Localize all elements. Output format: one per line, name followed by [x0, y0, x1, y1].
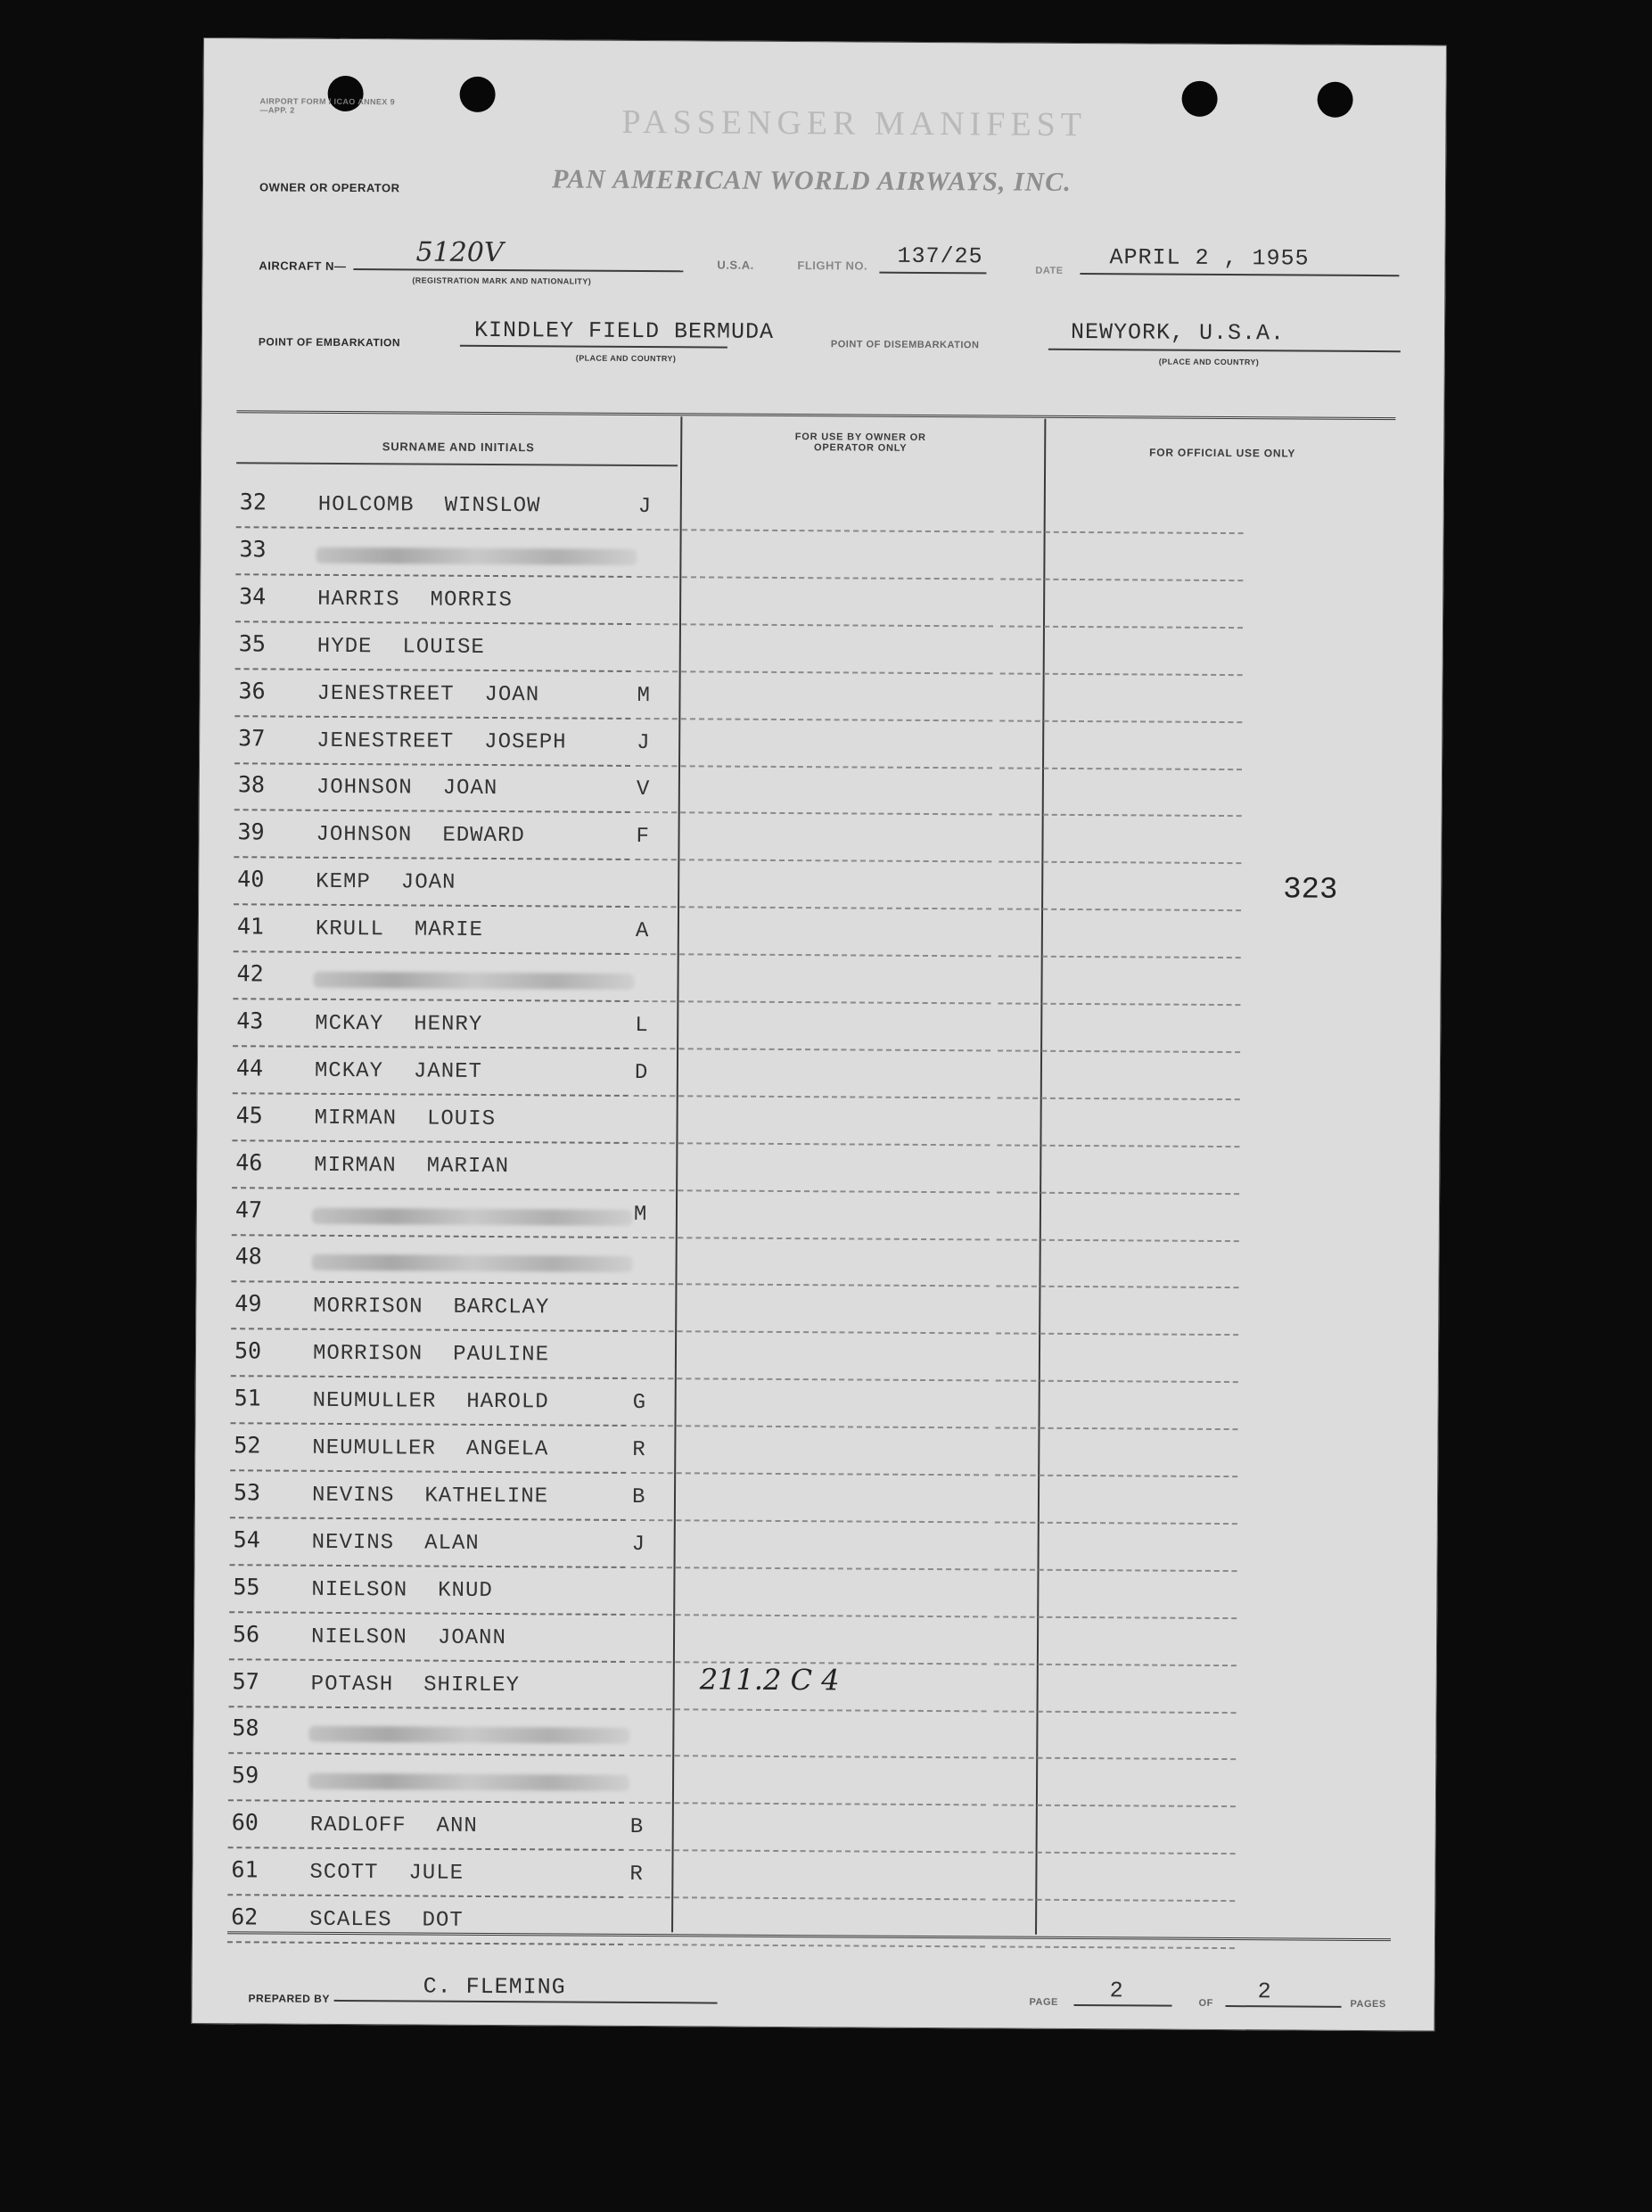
punch-hole [1317, 82, 1352, 118]
passenger-surname: POTASH [310, 1672, 394, 1697]
table-row [233, 1000, 1338, 1055]
passenger-initial: R [629, 1863, 643, 1887]
row-number: 53 [233, 1479, 261, 1506]
passenger-initial: V [636, 777, 650, 802]
owner-label: OWNER OR OPERATOR [259, 180, 400, 195]
passenger-surname: MORRISON [312, 1341, 423, 1367]
passenger-given-name: BARCLAY [453, 1295, 550, 1320]
passenger-name [313, 1389, 549, 1415]
passenger-given-name: MARIE [414, 917, 484, 943]
row-number: 45 [235, 1101, 263, 1129]
row-number: 56 [232, 1620, 260, 1648]
table-row [230, 1425, 1336, 1479]
row-number: 35 [238, 629, 267, 657]
row-number: 36 [238, 677, 266, 704]
passenger-given-name: WINSLOW [444, 493, 541, 519]
date-label: DATE [1035, 265, 1064, 276]
passenger-given-name: ANN [436, 1813, 478, 1839]
table-row [229, 1661, 1335, 1715]
passenger-name [315, 1059, 482, 1084]
passenger-name [313, 1342, 549, 1368]
disembark-value: NEWYORK, U.S.A. [1070, 318, 1286, 347]
aircraft-value: 5120V [415, 236, 504, 269]
passenger-given-name: ALAN [424, 1531, 480, 1556]
row-number: 49 [234, 1290, 262, 1317]
table-row [232, 1189, 1337, 1244]
passenger-name [316, 823, 524, 848]
passenger-given-name: PAULINE [453, 1342, 550, 1368]
passenger-name [309, 1908, 464, 1933]
passenger-initial: D [634, 1060, 648, 1085]
passenger-surname: HYDE [316, 634, 373, 659]
of-line [1226, 2005, 1342, 2008]
table-row [234, 859, 1339, 913]
passenger-name [312, 1436, 548, 1462]
passenger-initial: B [631, 1484, 645, 1509]
row-number: 52 [234, 1432, 261, 1459]
owner-value: PAN AMERICAN WORLD AIRWAYS, INC. [551, 164, 1072, 197]
passenger-name [310, 1813, 478, 1838]
passenger-given-name: SHIRLEY [423, 1673, 521, 1698]
row-rule [629, 1944, 985, 1947]
passenger-initial: B [629, 1815, 644, 1840]
passenger-name [311, 1672, 520, 1697]
row-rule [992, 1945, 1235, 1949]
redacted-name [313, 972, 634, 990]
table-row [230, 1472, 1336, 1526]
row-number: 51 [234, 1385, 261, 1411]
handwritten-note: 211.2 C 4 [699, 1661, 840, 1697]
passenger-given-name: JOANN [437, 1625, 506, 1650]
passenger-given-name: LOUIS [426, 1106, 497, 1131]
passenger-surname: JOHNSON [316, 776, 413, 801]
table-row [229, 1614, 1335, 1668]
table-row [227, 1896, 1333, 1951]
passenger-given-name: ANGELA [465, 1436, 549, 1462]
passenger-surname: NEUMULLER [312, 1435, 437, 1461]
passenger-given-name: KNUD [438, 1578, 493, 1603]
passenger-name [313, 1295, 549, 1320]
embark-caption: (PLACE AND COUNTRY) [575, 353, 677, 364]
passenger-given-name: JULE [408, 1861, 464, 1886]
row-number: 42 [236, 960, 264, 987]
margin-note: 323 [1283, 873, 1338, 908]
prepared-label: PREPARED BY [248, 1992, 330, 2005]
table-row [231, 1237, 1336, 1291]
passenger-surname: HARRIS [317, 587, 400, 613]
embark-line [460, 345, 727, 349]
row-number: 34 [239, 583, 267, 610]
table-row [233, 953, 1338, 1007]
redacted-name [312, 1207, 633, 1225]
row-number: 46 [235, 1148, 263, 1176]
row-number: 50 [234, 1337, 262, 1364]
passenger-surname: HOLCOMB [317, 492, 415, 518]
passenger-surname: SCOTT [309, 1860, 379, 1886]
passenger-surname: MCKAY [315, 1011, 384, 1037]
passenger-surname: MORRISON [313, 1295, 423, 1320]
passenger-given-name: JOAN [442, 777, 498, 802]
passenger-initial: J [631, 1532, 645, 1557]
row-number: 54 [233, 1526, 260, 1553]
passenger-given-name: HAROLD [466, 1389, 549, 1415]
redacted-name [308, 1726, 629, 1744]
flight-label: FLIGHT NO. [797, 259, 868, 273]
row-number: 48 [234, 1243, 262, 1270]
passenger-given-name: MORRIS [430, 588, 514, 613]
passenger-surname: NEVINS [311, 1530, 395, 1556]
passenger-surname: JOHNSON [316, 823, 413, 848]
row-number: 59 [232, 1762, 259, 1789]
passenger-surname: NIELSON [310, 1624, 407, 1650]
row-number: 57 [232, 1667, 259, 1694]
column-header-names: SURNAME AND INITIALS [382, 440, 535, 455]
passenger-name [316, 728, 567, 754]
passenger-name [316, 776, 498, 801]
row-rule [227, 1941, 623, 1945]
passenger-name [316, 917, 483, 942]
row-number: 33 [239, 536, 267, 563]
passenger-name [315, 1106, 497, 1131]
passenger-surname: MIRMAN [314, 1153, 397, 1178]
passenger-surname: KEMP [316, 869, 371, 895]
table-row [231, 1330, 1336, 1385]
prepared-line [334, 2000, 718, 2004]
row-number: 61 [231, 1856, 259, 1883]
table-row [234, 670, 1340, 725]
passenger-given-name: DOT [422, 1908, 464, 1933]
redacted-name [316, 547, 637, 565]
table-row [227, 1849, 1333, 1904]
passenger-given-name: JOAN [484, 682, 540, 707]
flight-value: 137/25 [897, 243, 983, 270]
passenger-given-name: JANET [413, 1059, 483, 1084]
passenger-name [311, 1577, 493, 1602]
passenger-surname: JENESTREET [316, 681, 455, 707]
aircraft-label: AIRCRAFT N— [259, 259, 347, 273]
flight-line [879, 272, 986, 275]
row-number: 39 [237, 818, 265, 845]
passenger-name [318, 493, 541, 519]
passenger-initial: F [636, 825, 650, 850]
row-number: 41 [236, 913, 265, 940]
table-row [232, 1142, 1337, 1196]
passenger-name [315, 1012, 482, 1037]
row-number: 43 [236, 1007, 264, 1034]
form-title: PASSENGER MANIFEST [621, 103, 1088, 144]
column-header-owner-use: FOR USE BY OWNER OR OPERATOR ONLY [794, 432, 926, 454]
passenger-surname: RADLOFF [309, 1813, 407, 1838]
date-line [1080, 273, 1399, 276]
passenger-name [317, 588, 513, 613]
punch-hole [1181, 81, 1217, 117]
page-label: PAGE [1029, 1996, 1058, 2008]
passenger-initial: M [633, 1202, 647, 1227]
aircraft-line [353, 268, 683, 272]
page-line [1074, 2004, 1172, 2007]
of-value: 2 [1257, 1978, 1272, 2005]
passenger-name [311, 1624, 506, 1649]
passenger-given-name: JOAN [400, 870, 456, 895]
disembark-label: POINT OF DISEMBARKATION [830, 339, 980, 351]
row-number: 32 [239, 489, 267, 515]
passenger-given-name: LOUISE [402, 635, 485, 660]
table-row [231, 1284, 1336, 1338]
redacted-name [312, 1254, 633, 1272]
passenger-surname: KRULL [315, 917, 384, 942]
passenger-given-name: MARIAN [426, 1154, 510, 1179]
manifest-sheet [191, 37, 1447, 2031]
passenger-name [314, 1153, 509, 1178]
passenger-initial: J [637, 730, 650, 755]
passenger-surname: JENESTREET [316, 728, 455, 754]
usa-label: U.S.A. [717, 258, 754, 272]
passenger-surname: MIRMAN [314, 1106, 398, 1131]
of-label: OF [1198, 1997, 1213, 2009]
punch-hole [459, 77, 495, 112]
table-top-rule [236, 410, 1395, 420]
row-number: 37 [238, 724, 266, 751]
table-row [235, 623, 1341, 678]
table-row [233, 1048, 1338, 1102]
passenger-initial: G [632, 1391, 646, 1416]
embark-value: KINDLEY FIELD BERMUDA [473, 317, 775, 345]
redacted-name [308, 1773, 629, 1791]
pages-label: PAGES [1350, 1998, 1386, 2011]
passenger-surname: NEVINS [311, 1483, 395, 1509]
table-row [234, 765, 1340, 819]
passenger-initial: L [635, 1013, 648, 1038]
passenger-given-name: HENRY [414, 1012, 483, 1037]
passenger-given-name: EDWARD [442, 823, 525, 849]
passenger-surname: MCKAY [314, 1058, 384, 1084]
table-row [235, 529, 1341, 583]
passenger-initial: A [635, 919, 649, 944]
disembark-line [1048, 349, 1401, 352]
table-row [234, 906, 1339, 960]
date-value: APRIL 2 , 1955 [1109, 244, 1310, 272]
table-row [230, 1377, 1336, 1432]
table-row [232, 1095, 1337, 1149]
regulation-text: AIRPORT FORM / ICAO ANNEX 9—APP. 2 [259, 96, 396, 115]
table-row [234, 718, 1340, 772]
row-number: 62 [231, 1904, 259, 1930]
row-number: 60 [231, 1809, 259, 1836]
passenger-initial: R [632, 1437, 645, 1463]
passenger-name [312, 1484, 548, 1509]
table-row [230, 1519, 1336, 1574]
table-row [236, 481, 1342, 536]
row-number: 58 [232, 1715, 259, 1741]
passenger-name [312, 1531, 480, 1556]
passenger-initial: M [637, 683, 650, 708]
aircraft-caption: (REGISTRATION MARK AND NATIONALITY) [412, 275, 592, 286]
table-row [228, 1756, 1334, 1810]
passenger-name [309, 1861, 464, 1886]
table-row [235, 576, 1341, 630]
passenger-surname: NEUMULLER [312, 1388, 437, 1414]
passenger-given-name: KATHELINE [424, 1484, 549, 1509]
row-number: 55 [233, 1573, 260, 1600]
passenger-surname: NIELSON [311, 1577, 408, 1603]
passenger-name [317, 634, 485, 659]
table-row [229, 1566, 1335, 1621]
row-number: 47 [234, 1196, 263, 1222]
page-value: 2 [1109, 1978, 1124, 2004]
table-row [234, 812, 1339, 867]
passenger-name [316, 870, 456, 895]
passenger-given-name: JOSEPH [484, 729, 567, 755]
prepared-value: C. FLEMING [423, 1973, 566, 2001]
row-number: 38 [237, 771, 266, 798]
table-row [228, 1708, 1334, 1763]
passenger-surname: SCALES [309, 1907, 392, 1933]
embark-label: POINT OF EMBARKATION [258, 335, 401, 349]
row-number: 44 [235, 1055, 264, 1081]
header-rule [236, 462, 678, 466]
passenger-name [316, 681, 539, 707]
table-row [228, 1802, 1334, 1856]
row-number: 40 [237, 866, 265, 892]
passenger-initial: J [637, 494, 652, 520]
disembark-caption: (PLACE AND COUNTRY) [1158, 357, 1260, 367]
column-header-official-use: FOR OFFICIAL USE ONLY [1149, 446, 1296, 460]
